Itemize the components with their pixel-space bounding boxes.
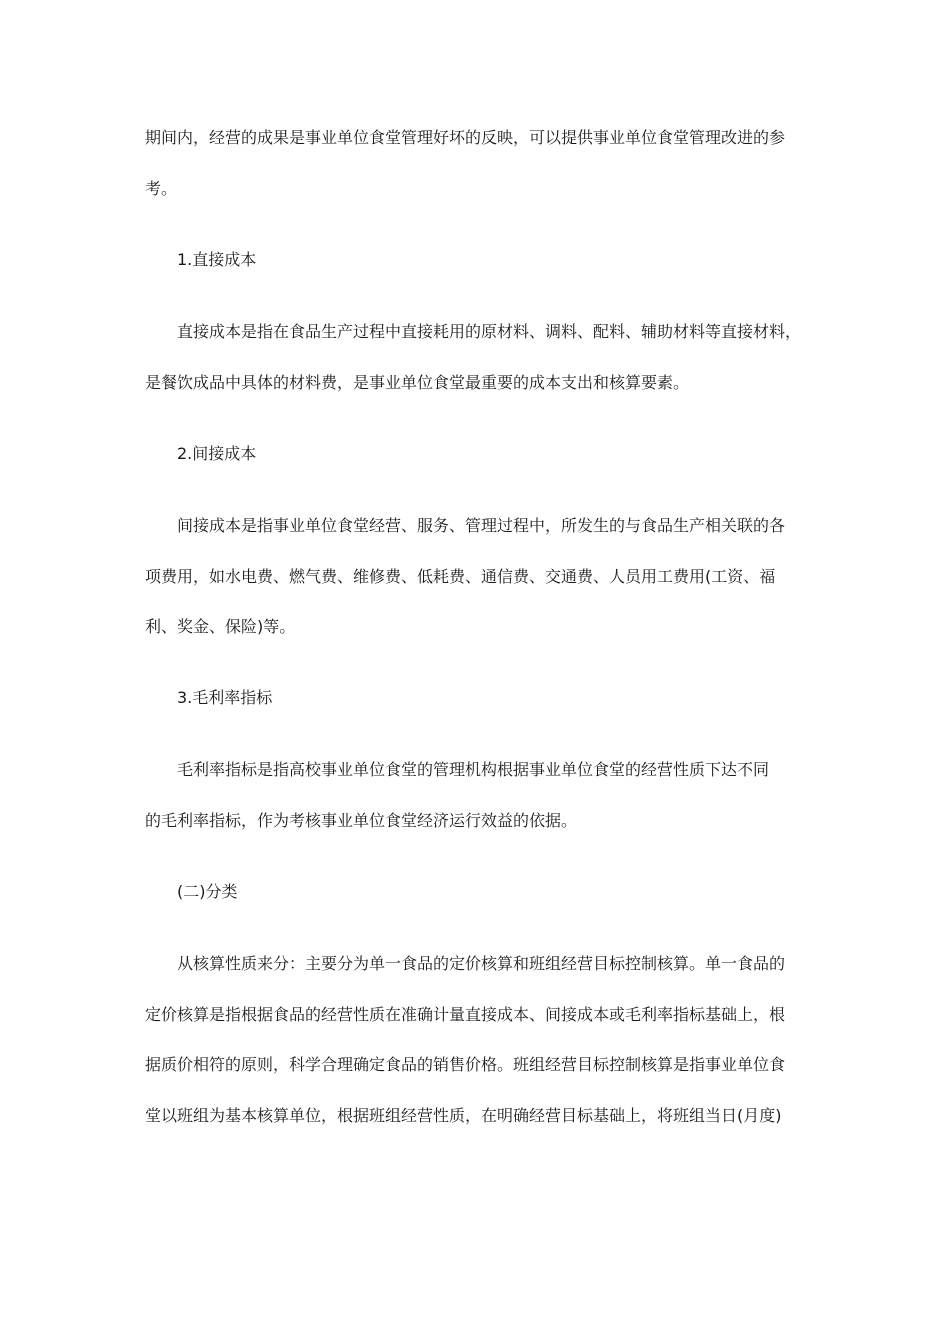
paragraph-line: 利、奖金、保险)等。 [145, 617, 296, 636]
paragraph-line: 据质价相符的原则，科学合理确定食品的销售价格。班组经营目标控制核算是指事业单位食 [145, 1055, 786, 1074]
paragraph-line: 的毛利率指标，作为考核事业单位食堂经济运行效益的依据。 [145, 811, 578, 830]
paragraph-line: 考。 [145, 179, 178, 198]
paragraph-line: 毛利率指标是指高校事业单位食堂的管理机构根据事业单位食堂的经营性质下达不同 [177, 760, 770, 779]
paragraph-line: 期间内，经营的成果是事业单位食堂管理好坏的反映，可以提供事业单位食堂管理改进的参 [145, 128, 786, 147]
section-heading: (二)分类 [177, 882, 238, 901]
paragraph-line: 间接成本是指事业单位食堂经营、服务、管理过程中，所发生的与食品生产相关联的各 [177, 516, 786, 535]
section-heading: 3.毛利率指标 [177, 688, 273, 707]
paragraph-line: 定价核算是指根据食品的经营性质在准确计量直接成本、间接成本或毛利率指标基础上，根 [145, 1005, 786, 1024]
section-heading: 1.直接成本 [177, 250, 257, 269]
paragraph-line: 从核算性质来分：主要分为单一食品的定价核算和班组经营目标控制核算。单一食品的 [177, 954, 786, 973]
section-heading: 2.间接成本 [177, 444, 257, 463]
paragraph-line: 是餐饮成品中具体的材料费，是事业单位食堂最重要的成本支出和核算要素。 [145, 373, 690, 392]
paragraph-line: 直接成本是指在食品生产过程中直接耗用的原材料、调料、配料、辅助材料等直接材料， [177, 322, 802, 341]
paragraph-line: 项费用，如水电费、燃气费、维修费、低耗费、通信费、交通费、人员用工费用(工资、福 [145, 567, 776, 586]
paragraph-line: 堂以班组为基本核算单位，根据班组经营性质，在明确经营目标基础上，将班组当日(月度) [145, 1106, 782, 1125]
